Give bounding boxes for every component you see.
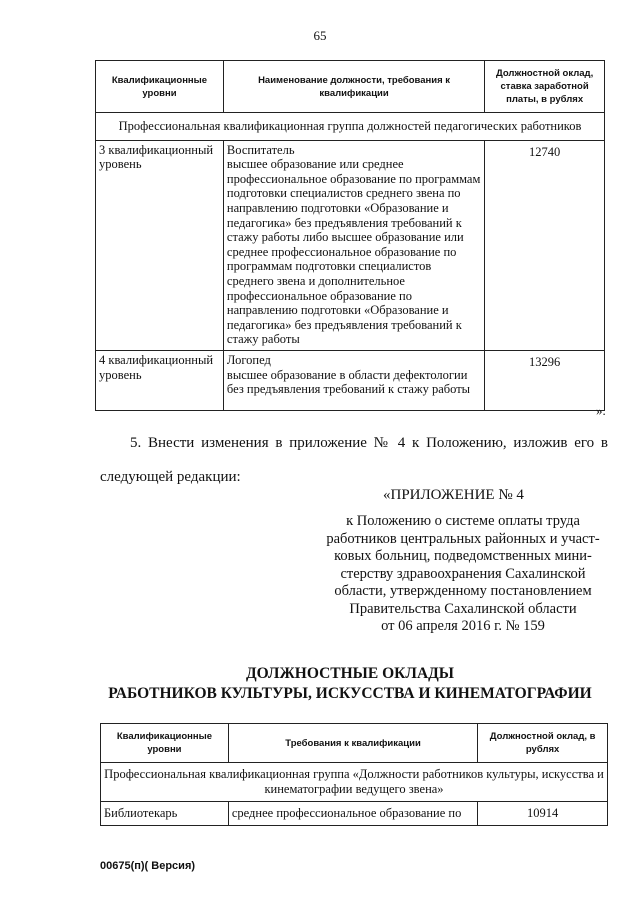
- appendix-line: к Положению о системе оплаты труда: [346, 513, 580, 529]
- appendix-line: ковых больниц, подведомственных мини-: [334, 548, 592, 564]
- header-salary: Должностной оклад, в рублях: [478, 724, 608, 763]
- document-footer-code: 00675(п)( Версия): [100, 860, 196, 872]
- position-title: Воспитатель: [226, 142, 295, 157]
- paragraph-5-line1: 5. Внести изменения в приложение № 4 к Положению, изложив его в: [130, 435, 608, 451]
- group-title: Профессиональная квалификационная группа должностей педагогических работников: [96, 113, 605, 141]
- paragraph-5: [100, 433, 608, 487]
- document-heading: [95, 664, 605, 704]
- heading-line1: ДОЛЖНОСТНЫЕ ОКЛАДЫ: [245, 665, 455, 682]
- table-row: [96, 350, 605, 410]
- header-salary: Должностной оклад, ставка заработной платы, в рублях: [485, 61, 605, 113]
- appendix-line: Правительства Сахалинской области: [349, 600, 577, 617]
- table-group-row: [101, 763, 608, 802]
- table-row: [96, 140, 605, 350]
- heading-line2: РАБОТНИКОВ КУЛЬТУРЫ, ИСКУССТВА И КИНЕМАТОГРАФИИ: [108, 685, 592, 702]
- position-title: Логопед: [226, 352, 271, 367]
- header-qualification-levels: Квалификационные уровни: [101, 724, 229, 763]
- qualification-table-culture: [100, 723, 608, 826]
- paragraph-5-line2: следующей редакции:: [100, 469, 241, 485]
- salary-value: 12740: [485, 140, 605, 350]
- header-position-requirements: Наименование должности, требования к квалификации: [223, 61, 484, 113]
- appendix-line: области, утвержденному постановлением: [334, 583, 592, 599]
- group-title: Профессиональная квалификационная группа «Должности работников культуры, искусства и кинематографии ведущего звена»: [101, 763, 608, 802]
- position-requirements: высшее образование в области дефектологии без предъявления требований к стажу работы: [226, 367, 471, 397]
- table-row: [101, 802, 608, 826]
- qualification-level: 3 квалификационный уровень: [96, 140, 224, 350]
- qualification-level: Библиотекарь: [101, 802, 229, 826]
- position-requirements: высшее образование или среднее профессиональное образование по программам подготовки специалистов среднего звена по направлению подготовки «Образование и педагогика» без предъявления требований к стажу работы либо высшее образование или среднее профессиональное образование по программам подготовки специалистов среднего звена и дополнительное профессиональное образование по направлению подготовки «Образование и педагогика» без предъявления требований к стажу работы: [226, 157, 481, 347]
- salary-value: 13296: [485, 350, 605, 410]
- appendix-body: [318, 513, 608, 636]
- closing-quote: ».: [596, 403, 606, 418]
- header-requirements: Требования к квалификации: [228, 724, 477, 763]
- table-header-row: [96, 61, 605, 113]
- position-cell: [223, 140, 484, 350]
- requirements-cell: среднее профессиональное образование по: [228, 802, 477, 826]
- table-group-row: [96, 113, 605, 141]
- salary-value: 10914: [478, 802, 608, 826]
- page-number: 65: [313, 28, 327, 43]
- appendix-line: от 06 апреля 2016 г. № 159: [381, 618, 545, 634]
- qualification-table-pedagogical: [95, 60, 605, 411]
- qualification-level: 4 квалификационный уровень: [96, 350, 224, 410]
- header-qualification-levels: Квалификационные уровни: [96, 61, 224, 113]
- appendix-line: работников центральных районных и участ-: [326, 530, 600, 547]
- position-cell: [223, 350, 484, 410]
- appendix-line: стерству здравоохранения Сахалинской: [340, 565, 586, 582]
- appendix-title: «ПРИЛОЖЕНИЕ № 4: [383, 487, 524, 503]
- table-header-row: [101, 724, 608, 763]
